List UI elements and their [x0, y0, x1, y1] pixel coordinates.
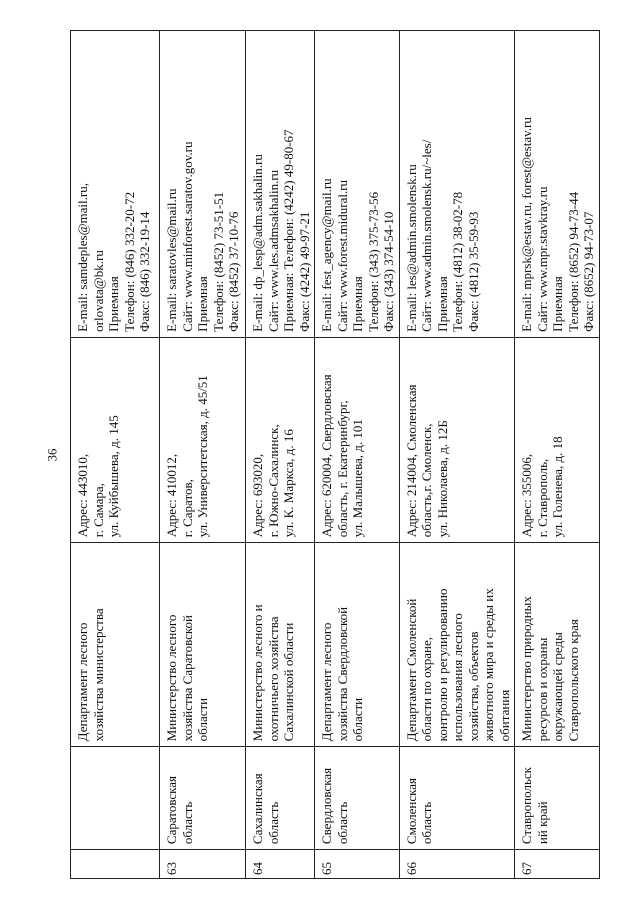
contacts-table — [70, 30, 600, 879]
contacts-cell-line: Сайт: www.minforest.saratov.gov.ru — [179, 141, 195, 332]
department-cell-line: области по охране, — [419, 636, 434, 742]
contacts-cell-line: Приемная — [550, 276, 565, 332]
region-cell — [399, 747, 515, 850]
region-cell-line: Саратовская — [164, 775, 179, 845]
address-cell — [160, 337, 246, 542]
region-cell — [246, 747, 315, 850]
department-cell-line: Министерство природных — [519, 596, 534, 742]
address-cell-line: Адрес: 693020, — [250, 453, 265, 538]
region-cell — [160, 747, 246, 850]
rotated-table-container — [70, 30, 596, 879]
contacts-cell — [160, 31, 246, 338]
table-row — [160, 31, 246, 879]
rotated-table-frame — [70, 30, 596, 879]
table-row — [315, 31, 400, 879]
contacts-cell-line: Телефон: (343) 375-73-56 — [365, 191, 381, 332]
department-cell — [515, 543, 600, 747]
row-number-cell: 63 — [160, 850, 246, 879]
contacts-cell-line: Приемная — [106, 276, 121, 332]
contacts-cell-line: Телефон: (8452) 73-51-51 — [210, 191, 226, 332]
address-cell-line: г. Саратов, — [179, 479, 195, 538]
address-cell-line: Адрес: 620004, Свердловская — [319, 374, 334, 538]
contacts-cell — [71, 31, 160, 338]
department-cell-line: области — [350, 697, 365, 742]
department-cell-line: хозяйства, объектов — [465, 631, 481, 742]
region-cell-line: область — [179, 801, 195, 845]
contacts-cell-line: Факс: (846) 332-19-14 — [137, 211, 152, 332]
contacts-cell-line: Сайт: www.admin.smolensk.ru/~les/ — [419, 139, 434, 332]
contacts-cell-line: E-mail: saratovles@mail.ru — [164, 188, 179, 332]
contacts-cell-line: Приемная: Телефон: (4242) 49-80-67 — [281, 129, 296, 332]
contacts-cell-line: Факс: (8652) 94-73-07 — [581, 211, 596, 332]
contacts-cell-line: Факс: (343) 374-54-10 — [381, 211, 396, 332]
contacts-cell-line: Приемная — [350, 276, 365, 332]
address-cell-line: ул. Университетская, д. 45/51 — [195, 375, 210, 538]
contacts-cell-line: Факс: (4242) 49-97-21 — [296, 211, 312, 332]
department-cell-line: Министерство лесного и — [250, 604, 265, 742]
department-cell — [246, 543, 315, 747]
address-cell-line: ул. Голенева, д. 18 — [550, 436, 565, 538]
contacts-cell-line: Сайт: www.mpr.stavkray.ru — [534, 186, 550, 332]
department-cell-line: Департамент лесного — [319, 622, 334, 742]
address-cell-line: г. Ставрополь, — [534, 458, 550, 538]
row-number-cell: 64 — [246, 850, 315, 879]
table-body — [71, 31, 600, 879]
department-cell-line: хозяйства Свердловской — [334, 606, 350, 742]
department-cell-line: Департамент лесного — [75, 622, 90, 742]
department-cell-line: обитания — [496, 689, 512, 742]
address-cell — [315, 337, 400, 542]
region-cell-line: Смоленская — [403, 777, 419, 845]
contacts-cell-line: Приемная — [195, 276, 210, 332]
region-cell-line: ий край — [534, 801, 550, 845]
contacts-cell — [399, 31, 515, 338]
department-cell-line: хозяйства Саратовской — [179, 614, 195, 742]
address-cell-line: область, г. Екатеринбург, — [334, 400, 350, 538]
row-number-cell: 67 — [515, 850, 600, 879]
department-cell-line: Министерство лесного — [164, 614, 179, 742]
department-cell — [315, 543, 400, 747]
department-cell-line: контролю и регулированию — [434, 588, 450, 742]
department-cell-line: хозяйства министерства — [90, 608, 106, 742]
address-cell-line: Адрес: 410012, — [164, 453, 179, 538]
department-cell-line: охотничьего хозяйства — [265, 616, 281, 742]
address-cell-line: Адрес: 355006, — [519, 453, 534, 538]
address-cell-line: ул. К. Маркса, д. 16 — [281, 429, 296, 538]
contacts-cell — [315, 31, 400, 338]
contacts-cell-line: Факс: (4812) 35-59-93 — [465, 211, 481, 332]
contacts-cell-line: Телефон: (8652) 94-73-44 — [565, 191, 581, 332]
contacts-cell-line: Сайт: www.forest.midural.ru — [334, 179, 350, 332]
department-cell — [399, 543, 515, 747]
contacts-cell-line: Телефон: (846) 332-20-72 — [121, 191, 137, 332]
row-number-cell: 65 — [315, 850, 400, 879]
table-row — [71, 31, 160, 879]
page-number: 36 — [44, 448, 60, 462]
department-cell-line: Ставропольского края — [565, 619, 581, 742]
address-cell — [515, 337, 600, 542]
department-cell-line: использования лесного — [450, 613, 465, 742]
contacts-cell-line: Приемная — [434, 276, 450, 332]
department-cell — [71, 543, 160, 747]
contacts-cell-line: Сайт: www.les.admsakhalin.ru — [265, 169, 281, 332]
department-cell-line: животного мира и среды их — [481, 588, 496, 742]
contacts-cell — [246, 31, 315, 338]
address-cell-line: ул. Куйбышева, д. 145 — [106, 415, 121, 538]
address-cell-line: г. Южно-Сахалинск, — [265, 424, 281, 538]
contacts-cell — [515, 31, 600, 338]
contacts-cell-line: orlovata@bk.ru — [90, 250, 106, 332]
contacts-cell-line: E-mail: les@admin.smolensk.ru — [403, 164, 419, 332]
table-row — [399, 31, 515, 879]
region-cell-line: область — [265, 801, 281, 845]
table-row — [515, 31, 600, 879]
address-cell-line: Адрес: 214004, Смоленская — [403, 384, 419, 538]
department-cell-line: ресурсов и охраны — [534, 637, 550, 742]
address-cell-line: Адрес: 443010, — [75, 453, 90, 538]
contacts-cell-line: E-mail: dp_lesp@adm.sakhalin.ru — [250, 154, 265, 332]
address-cell-line: ул. Малышева, д. 101 — [350, 419, 365, 538]
department-cell-line: Сахалинской области — [281, 622, 296, 742]
region-cell-line: область — [419, 801, 434, 845]
address-cell — [246, 337, 315, 542]
region-cell — [315, 747, 400, 850]
region-cell — [515, 747, 600, 850]
contacts-cell-line: E-mail: samdeples@mail.ru, — [75, 183, 90, 332]
contacts-cell-line: Факс: (8452) 37-10-76 — [226, 211, 241, 332]
region-cell-line: Сахалинская — [250, 773, 265, 845]
contacts-cell-line: E-mail: fest_agency@mail.ru — [319, 178, 334, 332]
table-row — [246, 31, 315, 879]
region-cell — [71, 747, 160, 850]
row-number-cell — [71, 850, 160, 879]
department-cell-line: области — [195, 697, 210, 742]
address-cell-line: ул. Николаева, д. 12Б — [434, 420, 450, 538]
address-cell-line: г. Самара, — [90, 483, 106, 538]
address-cell — [71, 337, 160, 542]
contacts-cell-line: E-mail: mprsk@estav.ru, forest@estav.ru — [519, 117, 534, 332]
department-cell-line: Департамент Смоленской — [403, 598, 419, 742]
region-cell-line: область — [334, 801, 350, 845]
region-cell-line: Ставропольск — [519, 767, 534, 845]
contacts-cell-line: Телефон: (4812) 38-02-78 — [450, 191, 465, 332]
region-cell-line: Свердловская — [319, 767, 334, 845]
address-cell-line: область,г. Смоленск, — [419, 423, 434, 538]
department-cell — [160, 543, 246, 747]
row-number-cell: 66 — [399, 850, 515, 879]
address-cell — [399, 337, 515, 542]
department-cell-line: окружающей среды — [550, 632, 565, 742]
